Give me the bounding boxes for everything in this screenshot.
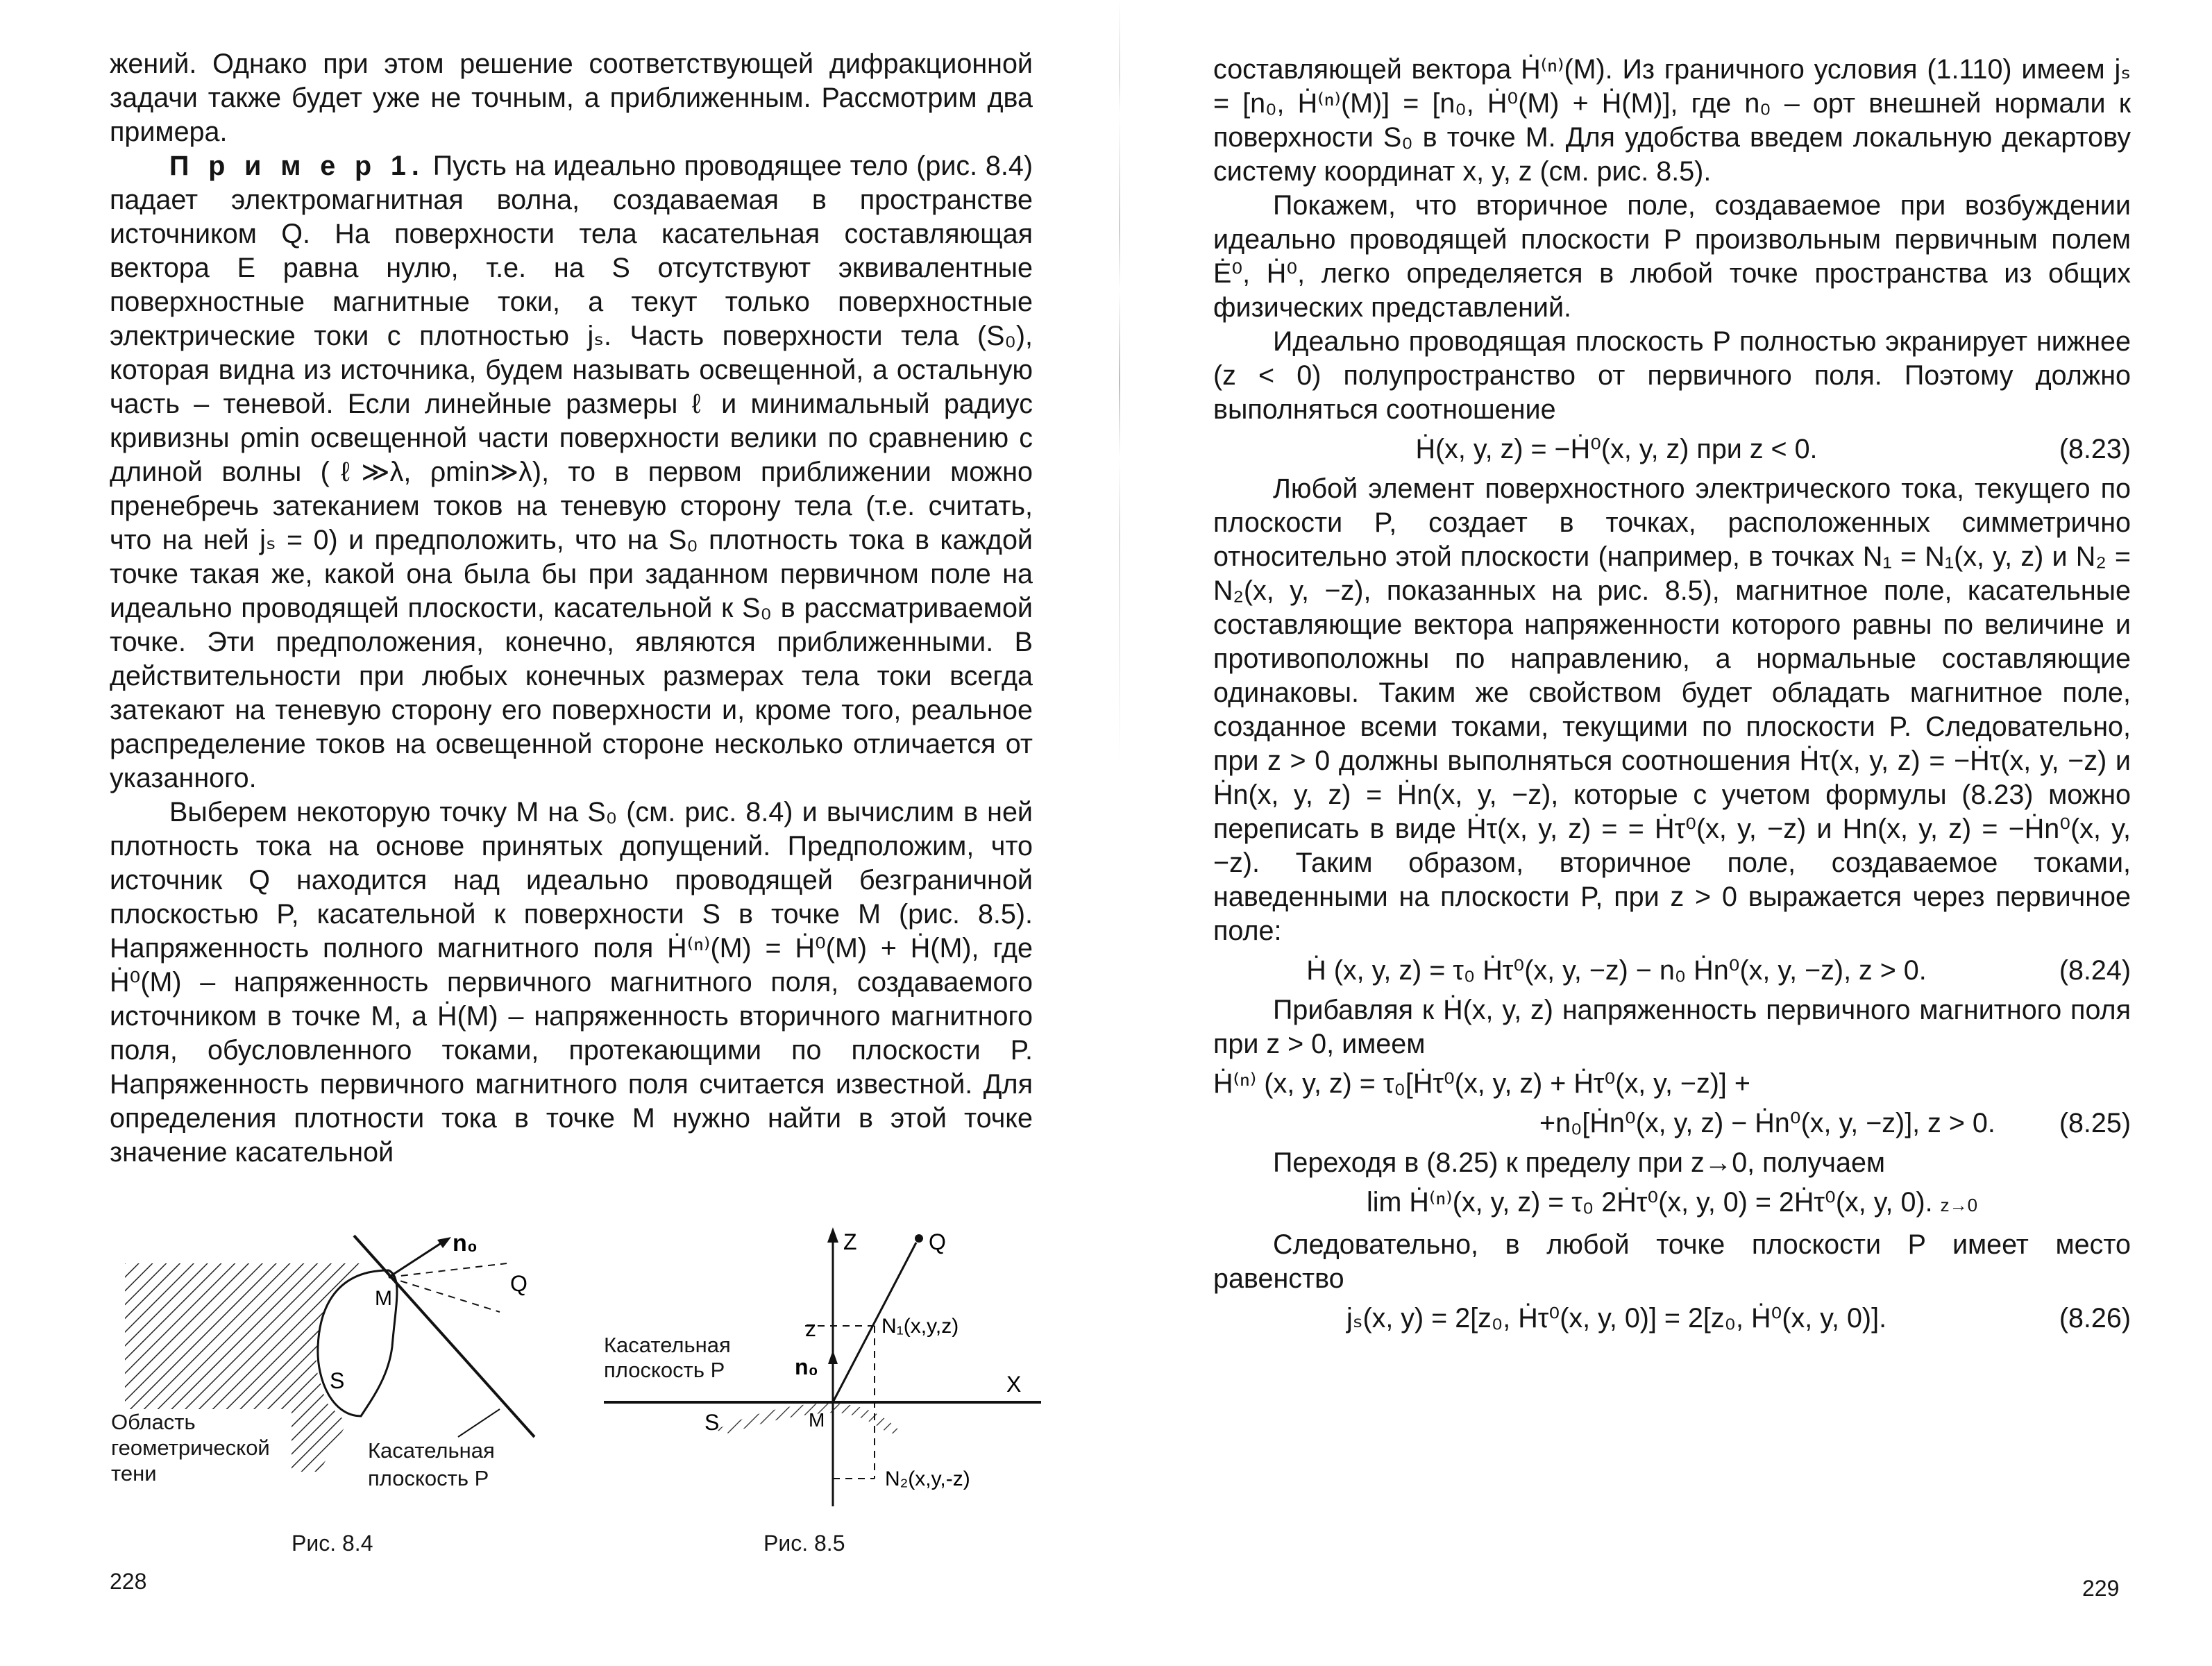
- fig84-label-q: Q: [510, 1271, 527, 1296]
- left-page: [0, 0, 1104, 1666]
- fig85-label-z: z: [805, 1316, 816, 1341]
- z-arrow-icon: [827, 1227, 838, 1243]
- page-number-left: 228: [110, 1569, 147, 1594]
- equation-limit: lim Ḣ⁽ⁿ⁾(x, y, z) = τ₀ 2Ḣτ⁰(x, y, 0) = 2Ḣτ⁰(x, y, 0). z→0: [1366, 1187, 1978, 1218]
- equation-8-26: jₛ(x, y) = 2[z₀, Ḣτ⁰(x, y, 0)] = 2[z₀, Ḣ⁰(x, y, 0)]. (8.26): [1346, 1303, 2131, 1333]
- paragraph-adding: Прибавляя к Ḣ(x, y, z) напряженность первичного магнитного поля при z > 0, имеем: [1213, 995, 2131, 1059]
- fig84-label-n0: n₀: [453, 1230, 478, 1256]
- fig84-label-shadow: Область геометрической тени: [111, 1409, 292, 1486]
- fig85-caption: Рис. 8.5: [763, 1531, 845, 1556]
- fig85-label-n0: n₀: [795, 1354, 818, 1379]
- fig85-label-s: S: [704, 1410, 720, 1435]
- paragraph-limit: Переходя в (8.25) к пределу при z→0, получаем: [1273, 1147, 1886, 1178]
- paragraph-screening: Идеально проводящая плоскость P полностью экранирует нижнее (z < 0) полупространство от первичного поля. Поэтому должно выполняться соотношение: [1213, 326, 2131, 425]
- figure-8-4: [111, 1208, 555, 1513]
- fig84-label-m: M: [375, 1287, 392, 1310]
- point-q: [915, 1234, 923, 1243]
- right-page: [1104, 0, 2212, 1666]
- fig84-caption: Рис. 8.4: [292, 1531, 373, 1556]
- equation-8-25-line-2: +n₀[Ḣn⁰(x, y, z) − Ḣn⁰(x, y, −z)], z > 0. (8.25): [1539, 1108, 2131, 1138]
- equation-8-25-line-1: Ḣ⁽ⁿ⁾ (x, y, z) = τ₀[Ḣτ⁰(x, y, z) + Ḣτ⁰(x, y, −z)] +: [1213, 1068, 1750, 1099]
- equation-8-24: Ḣ (x, y, z) = τ₀ Ḣτ⁰(x, y, −z) − n₀ Ḣn⁰(x, y, −z), z > 0. (8.24): [1306, 955, 2131, 986]
- normal-n0-line: [389, 1241, 444, 1277]
- figure-8-5: [597, 1222, 1055, 1513]
- paragraph-symmetry: Любой элемент поверхностного электрического тока, текущего по плоскости P, создает в точках, расположенных симметрично относительно этой плоскости (например, в точках N₁ = N₁(x, y, z) и N₂ = N₂(x, y, −z), показанных на рис. 8.5), магнитное поле, касательные составляющие вектора напряженности которого равны по величине и противоположны по направлению, а нормальные составляющие одинаковы. Таким же свойством будет обладать магнитное поле, созданное всеми токами, текущими по плоскости P. Следовательно, при z > 0 должны выполняться соотношения Ḣτ(x, y, z) = −Ḣτ(x, y, −z) и Ḣn(x, y, z) = Ḣn(x, y, −z), которые с учетом формулы (8.23) можно переписать в виде Ḣτ(x, y, z) = = Ḣτ⁰(x, y, −z) и Hn(x, y, z) = −Ḣn⁰(x, y, −z). Таким образом, вторичное поле, создаваемое токами, наведенными на плоскости P, при z > 0 выражается через первичное поле:: [1213, 473, 2131, 946]
- arrow-icon: [437, 1237, 451, 1248]
- limit-subscript: z→0: [1940, 1195, 1978, 1215]
- fig85-label-n1: N₁(x,y,z): [881, 1315, 959, 1338]
- paragraph-conclusion: Следовательно, в любой точке плоскости P имеет место равенство: [1213, 1229, 2131, 1294]
- paragraph-boundary: составляющей вектора Ḣ⁽ⁿ⁾(M). Из граничного условия (1.110) имеем jₛ = [n₀, Ḣ⁽ⁿ⁾(M)] = [n₀, Ḣ⁰(M) + Ḣ(M)], где n₀ – орт внешней нормали к поверхности S₀ в точке M. Для удобства введем локальную декартову систему координат x, y, z (см. рис. 8.5).: [1213, 54, 2131, 187]
- paragraph-example-1: [110, 149, 1033, 796]
- fig85-label-x: X: [1006, 1372, 1022, 1397]
- fig84-label-s: S: [330, 1368, 345, 1393]
- example-text: Пусть на идеально проводящее тело (рис. 8.4) падает электромагнитная волна, создаваемая в пространстве источником Q. На поверхности тела касательная составляющая вектора E равна нулю, т.е. на S отсутствуют эквивалентные поверхностные магнитные токи, а текут только поверхностные электрические токи с плотностью jₛ. Часть поверхности тела (S₀), которая видна из источника, будем называть освещенной, а остальную часть – теневой. Если линейные размеры ℓ и минимальный радиус кривизны ρmin освещенной части поверхности велики по сравнению с длиной волны (ℓ≫λ, ρmin≫λ), то в первом приближении можно пренебречь затеканием токов на теневую сторону тела (т.е. считать, что на ней jₛ = 0) и предположить, что на S₀ плотность тока в каждой точке такая же, какой она была бы при заданном первичном поле на идеально проводящей плоскости, касательной к S₀ в рассматриваемой точке. Эти предположения, конечно, являются приближенными. В действительности при любых конечных размерах тела токи всегда затекают на теневую сторону его поверхности и, кроме того, реальное распределение токов на освещенной стороне несколько отличается от указанного.: [110, 151, 1033, 793]
- right-text-column: [1213, 53, 2131, 1341]
- page-number-right: 229: [2082, 1576, 2120, 1601]
- equation-8-23: Ḣ(x, y, z) = −Ḣ⁰(x, y, z) при z < 0. (8.23): [1415, 434, 2131, 464]
- paragraph-secondary-field: Покажем, что вторичное поле, создаваемое при возбуждении идеально проводящей плоскости P произвольным первичным полем Ė⁰, Ḣ⁰, легко определяется в любой точке пространства из общих физических представлений.: [1213, 190, 2131, 323]
- paragraph-intro: жений. Однако при этом решение соответствующей дифракционной задачи также будет уже не точным, а приближенным. Рассмотрим два примера.: [110, 49, 1033, 147]
- fig84-label-plane: Касательная плоскость P: [368, 1438, 495, 1490]
- fig85-label-n2: N₂(x,y,-z): [885, 1467, 970, 1490]
- leader-line: [458, 1409, 500, 1437]
- n0-arrow-icon: [828, 1350, 838, 1364]
- fig85-label-q: Q: [929, 1229, 946, 1254]
- fig85-label-z-axis: Z: [843, 1229, 857, 1254]
- example-label: П р и м е р 1.: [169, 151, 425, 181]
- paragraph-point-m: Выберем некоторую точку M на S₀ (см. рис. 8.4) и вычислим в ней плотность тока на основе принятых допущений. Предположим, что источник Q находится над идеально проводящей безграничной плоскостью P, касательной к поверхности S в точке M (рис. 8.5). Напряженность полного магнитного поля Ḣ⁽ⁿ⁾(M) = Ḣ⁰(M) + Ḣ(M), где Ḣ⁰(M) – напряженность первичного магнитного поля, создаваемого источником в точке M, а Ḣ(M) – напряженность вторичного магнитного поля, обусловленного токами, протекающими по плоскости P. Напряженность первичного магнитного поля считается известной. Для определения плотности тока в точке M нужно найти в этой точке значение касательной: [110, 797, 1033, 1168]
- left-text-column: [110, 47, 1033, 1170]
- fig85-label-plane: Касательная плоскость P: [604, 1333, 731, 1382]
- fig85-label-m: M: [809, 1409, 825, 1431]
